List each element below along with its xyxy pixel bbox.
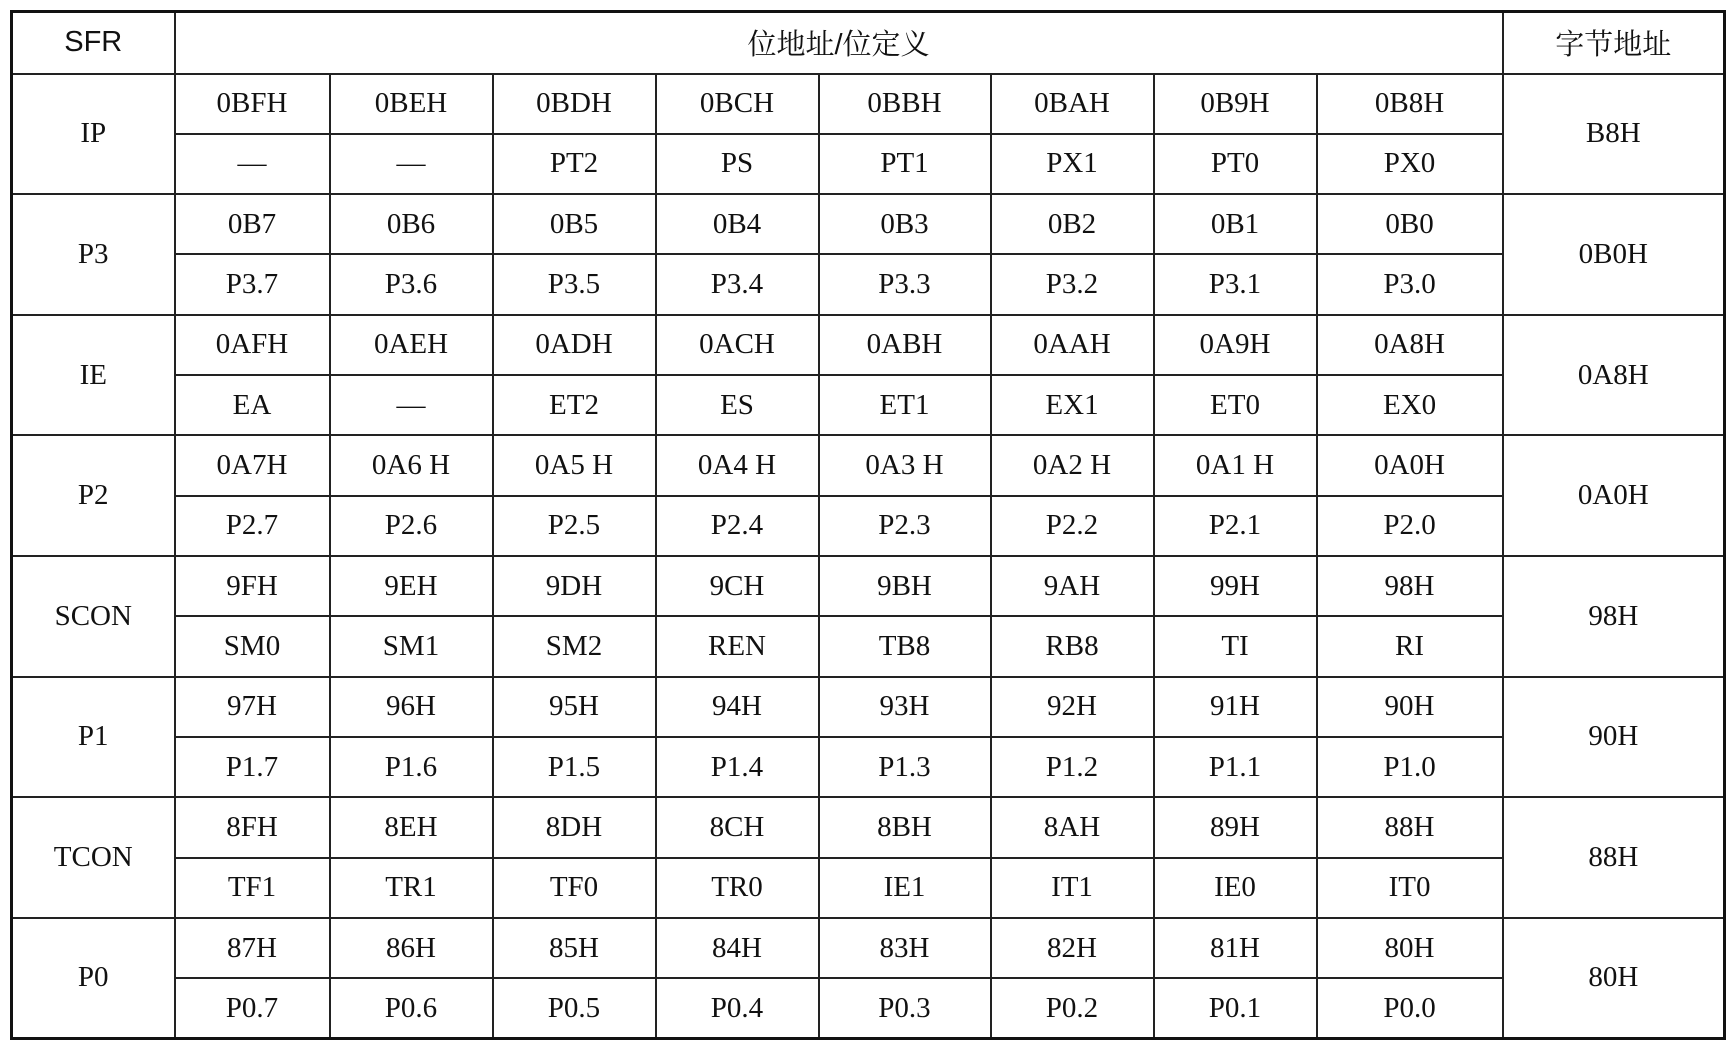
bit-address-cell: 94H	[656, 677, 819, 737]
bit-name-cell: P3.2	[991, 254, 1154, 314]
bit-address-cell: 0BDH	[493, 74, 656, 134]
bit-address-cell: 0A3 H	[819, 435, 991, 495]
table-row-bit-addresses	[12, 315, 1725, 375]
bit-address-cell: 9FH	[175, 556, 330, 616]
bit-address-cell: 9CH	[656, 556, 819, 616]
bit-address-cell: 0A6 H	[330, 435, 493, 495]
bit-name-cell: P1.0	[1317, 737, 1503, 797]
byte-address-cell: 0B0H	[1503, 194, 1725, 315]
bit-name-cell: PT2	[493, 134, 656, 194]
bit-address-cell: 0B5	[493, 194, 656, 254]
table-row-bit-addresses	[12, 74, 1725, 134]
bit-address-cell: 0B0	[1317, 194, 1503, 254]
bit-name-cell: TI	[1154, 616, 1317, 676]
bit-name-cell: P2.6	[330, 496, 493, 556]
bit-name-cell: P0.4	[656, 978, 819, 1038]
bit-name-cell: P2.7	[175, 496, 330, 556]
bit-address-cell: 0BEH	[330, 74, 493, 134]
bit-address-cell: 0B8H	[1317, 74, 1503, 134]
bit-address-cell: 0A7H	[175, 435, 330, 495]
bit-address-cell: 0ADH	[493, 315, 656, 375]
bit-address-cell: 0BBH	[819, 74, 991, 134]
sfr-name-cell: SCON	[12, 556, 175, 677]
table-row-bit-names	[12, 858, 1725, 918]
bit-address-cell: 0B6	[330, 194, 493, 254]
bit-name-cell: PX0	[1317, 134, 1503, 194]
bit-address-cell: 8AH	[991, 797, 1154, 857]
bit-name-cell: SM2	[493, 616, 656, 676]
table-row-bit-names	[12, 737, 1725, 797]
bit-address-cell: 89H	[1154, 797, 1317, 857]
bit-name-cell: SM1	[330, 616, 493, 676]
bit-name-cell: TR1	[330, 858, 493, 918]
bit-address-cell: 0ACH	[656, 315, 819, 375]
bit-address-cell: 0A1 H	[1154, 435, 1317, 495]
bit-address-cell: 84H	[656, 918, 819, 978]
bit-name-cell: —	[330, 134, 493, 194]
bit-name-cell: REN	[656, 616, 819, 676]
bit-name-cell: P1.6	[330, 737, 493, 797]
byte-address-cell: 0A0H	[1503, 435, 1725, 556]
bit-address-cell: 96H	[330, 677, 493, 737]
bit-address-cell: 0A4 H	[656, 435, 819, 495]
sfr-name-cell: P3	[12, 194, 175, 315]
table-row-bit-addresses	[12, 556, 1725, 616]
header-byte-address: 字节地址	[1503, 12, 1725, 74]
byte-address-cell: 90H	[1503, 677, 1725, 798]
bit-address-cell: 9DH	[493, 556, 656, 616]
table-header-row	[12, 12, 1725, 74]
bit-name-cell: P2.3	[819, 496, 991, 556]
bit-name-cell: IT1	[991, 858, 1154, 918]
bit-address-cell: 8FH	[175, 797, 330, 857]
bit-name-cell: P1.1	[1154, 737, 1317, 797]
bit-address-cell: 87H	[175, 918, 330, 978]
table-row-bit-addresses	[12, 435, 1725, 495]
table-row-bit-names	[12, 616, 1725, 676]
bit-name-cell: P2.1	[1154, 496, 1317, 556]
table-row-bit-addresses	[12, 918, 1725, 978]
bit-name-cell: P0.3	[819, 978, 991, 1038]
sfr-name-cell: IE	[12, 315, 175, 436]
bit-address-cell: 0BCH	[656, 74, 819, 134]
bit-name-cell: P0.7	[175, 978, 330, 1038]
sfr-name-cell: P1	[12, 677, 175, 798]
bit-address-cell: 8BH	[819, 797, 991, 857]
table-row-bit-names	[12, 978, 1725, 1038]
bit-address-cell: 9BH	[819, 556, 991, 616]
bit-address-cell: 0B3	[819, 194, 991, 254]
bit-name-cell: PX1	[991, 134, 1154, 194]
sfr-name-cell: P2	[12, 435, 175, 556]
bit-address-cell: 8CH	[656, 797, 819, 857]
bit-name-cell: IE0	[1154, 858, 1317, 918]
bit-name-cell: TB8	[819, 616, 991, 676]
bit-name-cell: P0.6	[330, 978, 493, 1038]
bit-address-cell: 0BAH	[991, 74, 1154, 134]
bit-address-cell: 0A8H	[1317, 315, 1503, 375]
bit-name-cell: P3.0	[1317, 254, 1503, 314]
bit-address-cell: 95H	[493, 677, 656, 737]
bit-address-cell: 0B2	[991, 194, 1154, 254]
bit-address-cell: 0BFH	[175, 74, 330, 134]
bit-address-cell: 97H	[175, 677, 330, 737]
bit-name-cell: ET1	[819, 375, 991, 435]
bit-address-cell: 88H	[1317, 797, 1503, 857]
bit-name-cell: ET2	[493, 375, 656, 435]
bit-name-cell: P1.4	[656, 737, 819, 797]
bit-address-cell: 83H	[819, 918, 991, 978]
bit-name-cell: P3.6	[330, 254, 493, 314]
bit-address-cell: 80H	[1317, 918, 1503, 978]
bit-name-cell: IE1	[819, 858, 991, 918]
bit-address-cell: 90H	[1317, 677, 1503, 737]
bit-name-cell: ET0	[1154, 375, 1317, 435]
bit-address-cell: 92H	[991, 677, 1154, 737]
bit-name-cell: P0.2	[991, 978, 1154, 1038]
bit-name-cell: RB8	[991, 616, 1154, 676]
bit-name-cell: EX0	[1317, 375, 1503, 435]
byte-address-cell: 88H	[1503, 797, 1725, 918]
sfr-name-cell: IP	[12, 74, 175, 195]
table-row-bit-names	[12, 375, 1725, 435]
bit-address-cell: 0B7	[175, 194, 330, 254]
bit-name-cell: P1.2	[991, 737, 1154, 797]
bit-name-cell: TF1	[175, 858, 330, 918]
bit-address-cell: 0AAH	[991, 315, 1154, 375]
bit-address-cell: 82H	[991, 918, 1154, 978]
bit-name-cell: —	[175, 134, 330, 194]
bit-name-cell: P3.5	[493, 254, 656, 314]
bit-address-cell: 8EH	[330, 797, 493, 857]
bit-name-cell: P0.5	[493, 978, 656, 1038]
bit-name-cell: P0.0	[1317, 978, 1503, 1038]
bit-address-cell: 99H	[1154, 556, 1317, 616]
bit-address-cell: 9AH	[991, 556, 1154, 616]
bit-name-cell: TR0	[656, 858, 819, 918]
byte-address-cell: B8H	[1503, 74, 1725, 195]
bit-address-cell: 81H	[1154, 918, 1317, 978]
table-row-bit-addresses	[12, 194, 1725, 254]
byte-address-cell: 0A8H	[1503, 315, 1725, 436]
bit-address-cell: 0ABH	[819, 315, 991, 375]
bit-name-cell: —	[330, 375, 493, 435]
bit-address-cell: 0AFH	[175, 315, 330, 375]
bit-address-cell: 85H	[493, 918, 656, 978]
bit-name-cell: PT1	[819, 134, 991, 194]
bit-address-cell: 0A5 H	[493, 435, 656, 495]
bit-name-cell: EA	[175, 375, 330, 435]
bit-address-cell: 0AEH	[330, 315, 493, 375]
table-row-bit-names	[12, 496, 1725, 556]
bit-name-cell: P3.3	[819, 254, 991, 314]
bit-address-cell: 98H	[1317, 556, 1503, 616]
bit-name-cell: P2.2	[991, 496, 1154, 556]
table-row-bit-addresses	[12, 797, 1725, 857]
sfr-name-cell: P0	[12, 918, 175, 1039]
bit-address-cell: 0B1	[1154, 194, 1317, 254]
bit-name-cell: EX1	[991, 375, 1154, 435]
bit-name-cell: TF0	[493, 858, 656, 918]
bit-address-cell: 86H	[330, 918, 493, 978]
header-sfr: SFR	[12, 12, 175, 74]
bit-name-cell: P2.0	[1317, 496, 1503, 556]
table-row-bit-names	[12, 134, 1725, 194]
bit-name-cell: P3.7	[175, 254, 330, 314]
bit-name-cell: P3.4	[656, 254, 819, 314]
bit-address-cell: 0B9H	[1154, 74, 1317, 134]
bit-address-cell: 0A2 H	[991, 435, 1154, 495]
bit-name-cell: P2.5	[493, 496, 656, 556]
bit-address-cell: 0B4	[656, 194, 819, 254]
bit-name-cell: SM0	[175, 616, 330, 676]
byte-address-cell: 80H	[1503, 918, 1725, 1039]
bit-name-cell: P1.7	[175, 737, 330, 797]
table-body	[12, 74, 1725, 1039]
bit-address-cell: 0A0H	[1317, 435, 1503, 495]
bit-name-cell: RI	[1317, 616, 1503, 676]
bit-name-cell: PT0	[1154, 134, 1317, 194]
bit-name-cell: IT0	[1317, 858, 1503, 918]
bit-address-cell: 91H	[1154, 677, 1317, 737]
bit-name-cell: P1.3	[819, 737, 991, 797]
byte-address-cell: 98H	[1503, 556, 1725, 677]
bit-name-cell: P0.1	[1154, 978, 1317, 1038]
bit-name-cell: P3.1	[1154, 254, 1317, 314]
bit-address-cell: 8DH	[493, 797, 656, 857]
table-row-bit-names	[12, 254, 1725, 314]
bit-address-cell: 93H	[819, 677, 991, 737]
bit-name-cell: P2.4	[656, 496, 819, 556]
bit-name-cell: P1.5	[493, 737, 656, 797]
table-row-bit-addresses	[12, 677, 1725, 737]
header-bits: 位地址/位定义	[175, 12, 1503, 74]
bit-name-cell: PS	[656, 134, 819, 194]
bit-name-cell: ES	[656, 375, 819, 435]
bit-address-cell: 9EH	[330, 556, 493, 616]
bit-address-cell: 0A9H	[1154, 315, 1317, 375]
sfr-name-cell: TCON	[12, 797, 175, 918]
sfr-bit-address-table	[10, 10, 1726, 1040]
